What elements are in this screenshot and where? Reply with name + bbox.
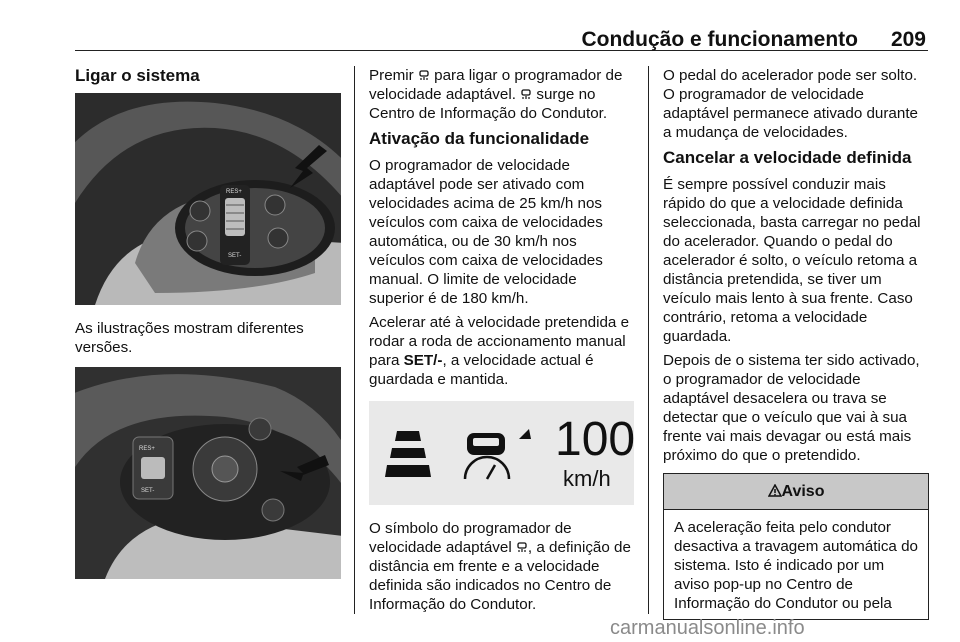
column-1 [75,66,341,579]
text-span: , a definição de distância em frente e a velocidade definida são indicados no Centro de Informação do Condutor. [369,539,631,613]
adaptive-cruise-icon [418,69,430,81]
text-span: Premir [369,67,418,84]
column-3 [663,66,929,620]
page-header [75,28,928,51]
activation-paragraph: O programador de velocidade adaptável pode ser ativado com velocidades acima de 25 km/h nos veículos com caixa de velocidades automática, ou de 30 km/h nos veículos com caixa de velocidades manual. O limite de velocidade superior é de 180 km/h. [369,157,603,307]
warning-title: Aviso [781,483,825,500]
cruise-display-illustration [369,401,634,505]
svg-text:SET-: SET- [228,253,242,259]
intro-paragraph [369,66,634,123]
steering-wheel-photo-2 [75,367,341,579]
text-span: para ligar o programador de velocidade adaptável. [369,67,623,103]
adaptive-cruise-icon [520,88,532,100]
deceleration-paragraph: Depois de o sistema ter sido activado, o programador de velocidade adaptável desacelera ou trava se detectar que o veículo que vai à sua frente vai mais devagar ou está mais próximo do que o pretendido. [663,352,920,464]
accelerator-paragraph: O pedal do acelerador pode ser solto. O programador de velocidade adaptável permanece ativado durante a mudança de velocidades. [663,67,918,141]
text-span: O símbolo do programador de velocidade adaptável [369,520,572,556]
page-number: 209 [890,28,926,51]
adaptive-cruise-icon [516,541,528,553]
svg-text:RES+: RES+ [226,189,242,195]
set-speed-value: 100 [555,413,636,466]
section-heading: Ativação da funcionalidade [369,129,590,148]
res-label: RES+ [139,446,155,452]
warning-box [663,473,929,620]
set-speed-paragraph [369,313,634,389]
steering-wheel-photo-1 [75,93,341,305]
set-button-label: SET/- [403,352,443,369]
warning-body: A aceleração feita pelo condutor desactiva a travagem automática do sistema. Isto é indicado por um aviso pop-up no Centro de Informação do Condutor ou pela [674,519,918,612]
chapter-title: Condução e funcionamento [581,28,858,51]
warning-header [664,474,928,510]
text-span: , a velocidade actual é guardada e mantida. [369,352,594,388]
symbol-paragraph [369,519,634,614]
warning-triangle-icon [768,484,782,497]
column-2 [369,66,634,619]
text-span: Acelerar até à velocidade pretendida e rodar a roda de accionamento manual para [369,314,630,369]
column-divider [648,66,649,614]
set-label: SET- [141,488,155,494]
override-paragraph: É sempre possível conduzir mais rápido do que a velocidade definida seleccionada, basta carregar no pedal do acelerador. Quando o pedal do acelerador é solto, o veículo retoma a distância pretendida, se tiver um veículo mais lento à sua frente. Caso contrário, retoma a velocidade guardada. [663,176,921,345]
text-span: surge no Centro de Informação do Condutor. [369,86,608,122]
column-divider [354,66,355,614]
section-heading: Cancelar a velocidade definida [663,148,912,167]
watermark: carmanualsonline.info [610,617,805,639]
illustration-caption: As ilustrações mostram diferentes versões. [75,320,304,356]
section-heading: Ligar o sistema [75,66,200,85]
speed-unit: km/h [563,466,611,491]
